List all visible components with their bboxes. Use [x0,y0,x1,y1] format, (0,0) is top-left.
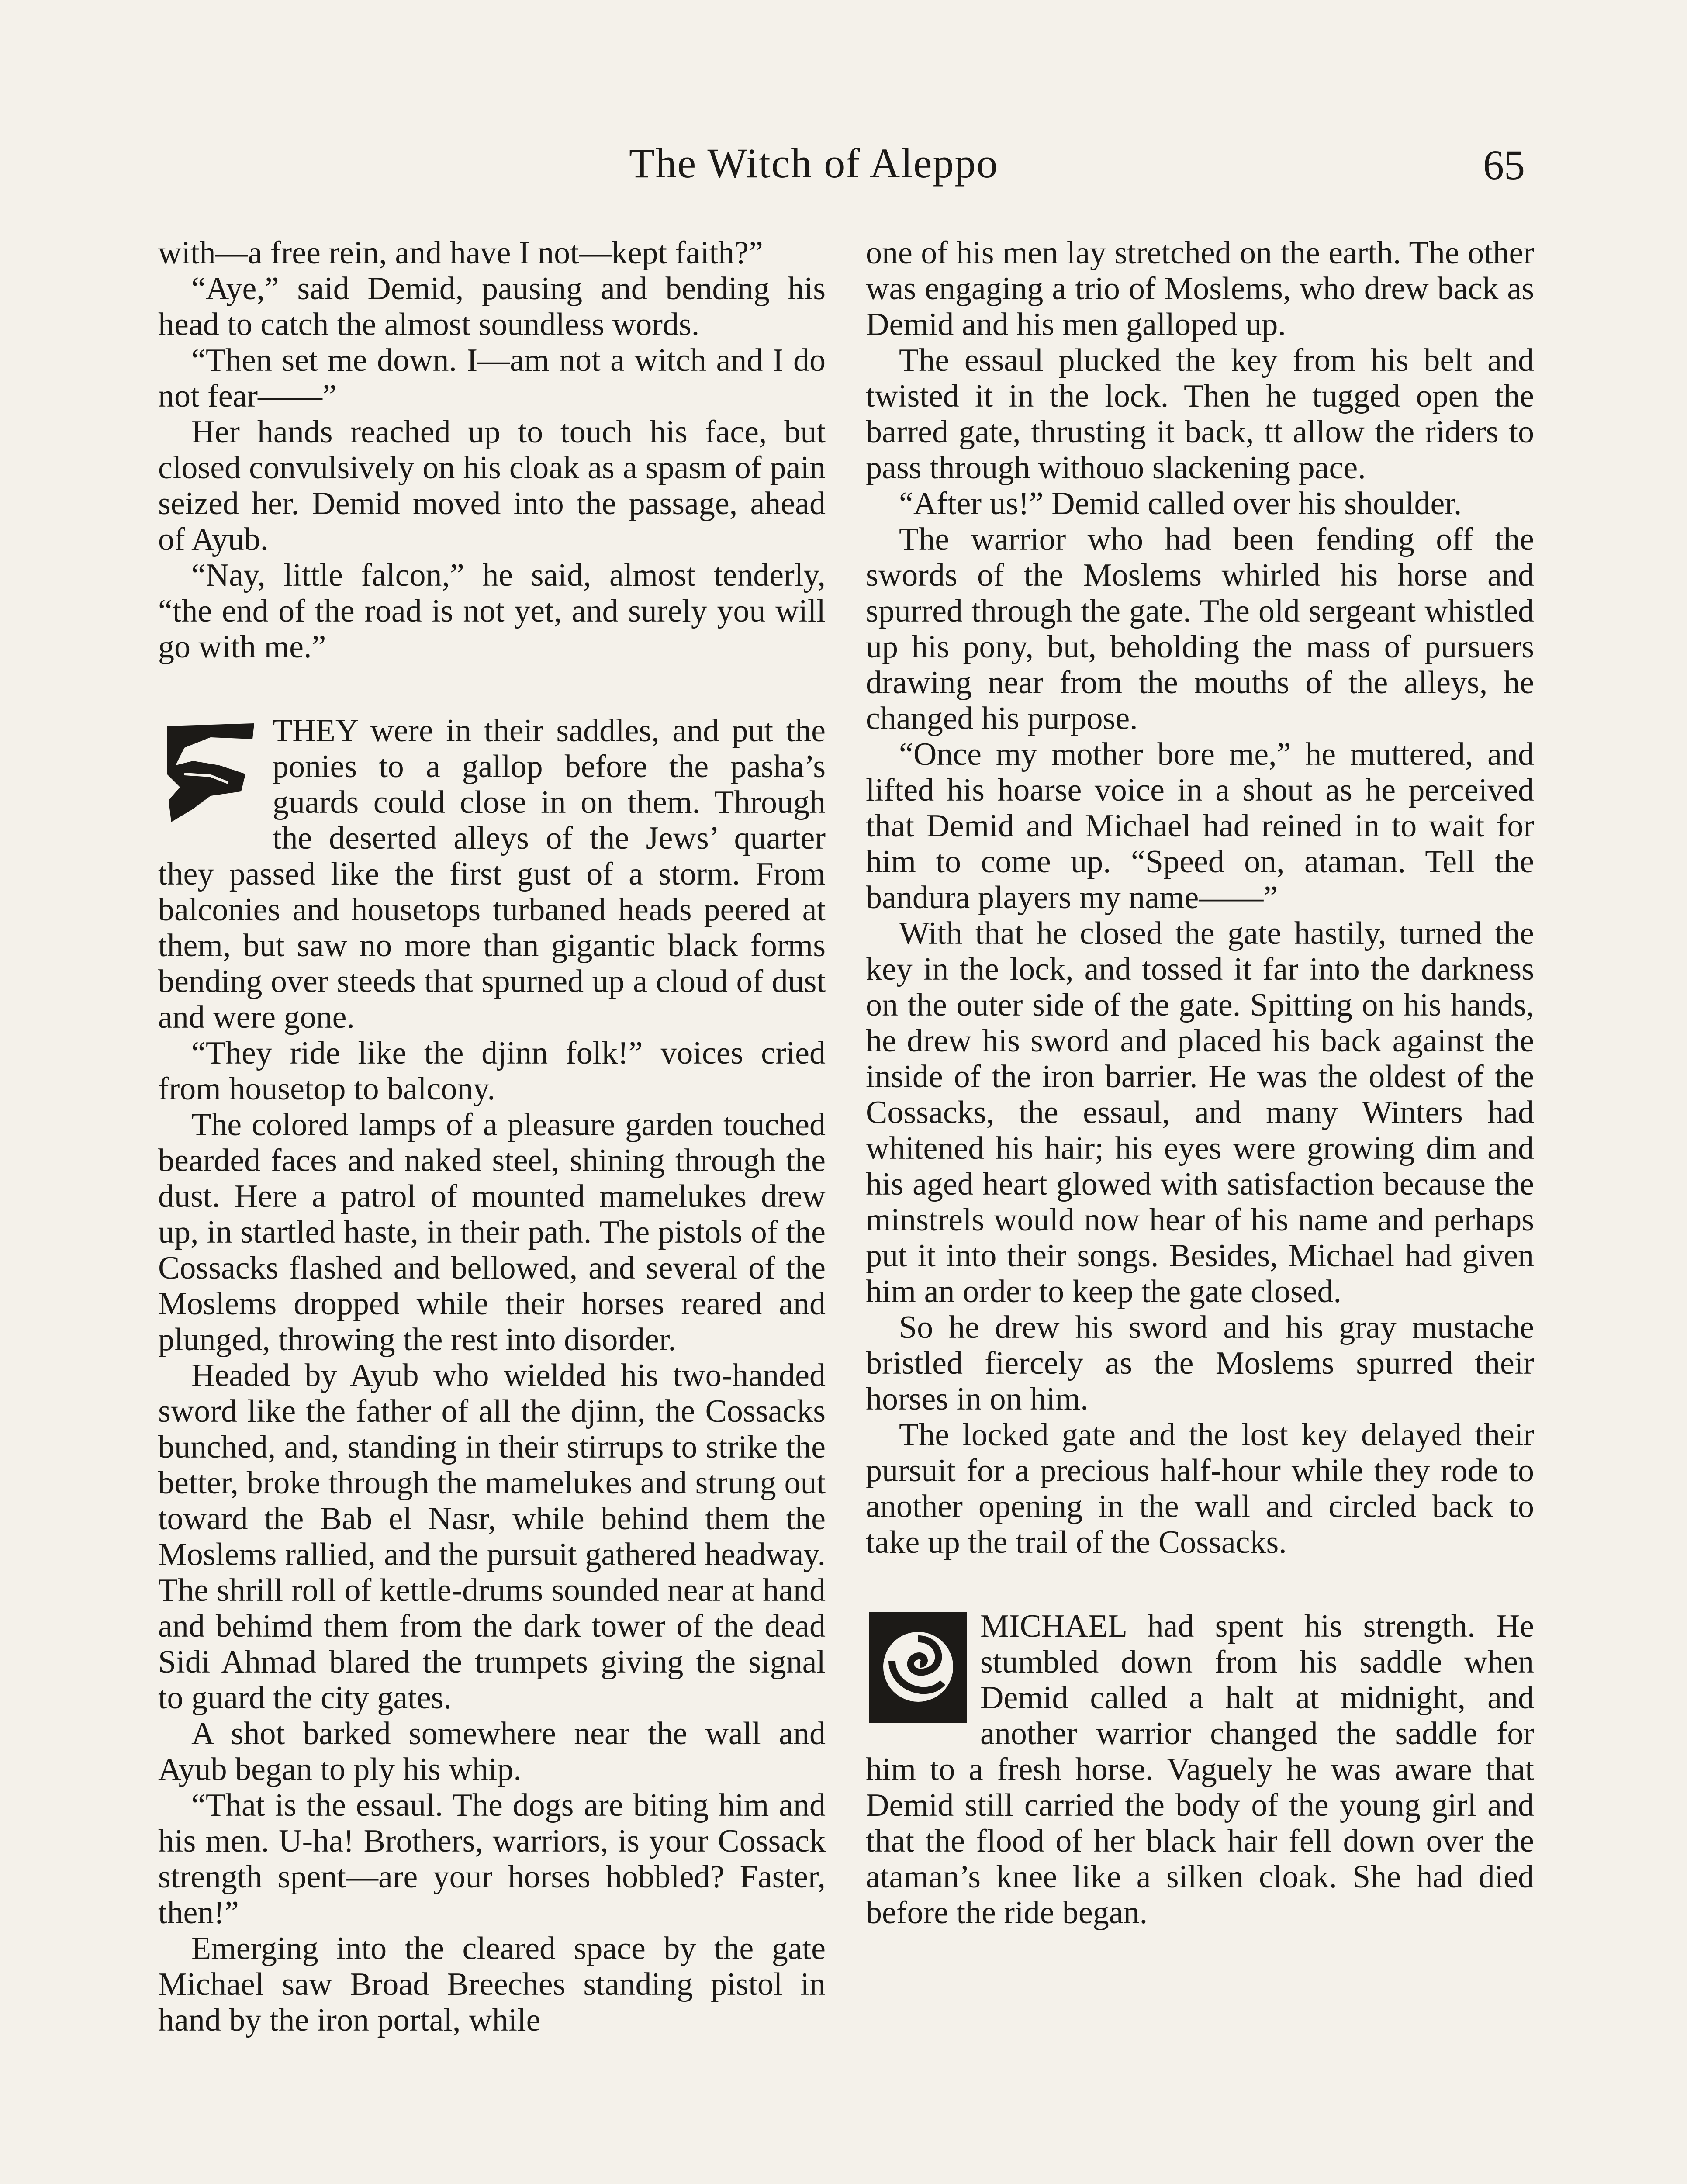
paragraph: Emerging into the cleared space by the gate Michael saw Broad Breeches standing pistol in hand by the iron portal, while [158,1931,826,2038]
paragraph: The essaul plucked the key from his belt and twisted it in the lock. Then he tugged open the barred gate, thrusting it back, tt allow the riders to pass through withouo slackening pace. [866,342,1534,486]
paragraph: “Once my mother bore me,” he muttered, and lifted his hoarse voice in a shout as he perceived that Demid and Michael had reined in to wait for him to come up. “Speed on, ataman. Tell the bandura players my name——” [866,736,1534,916]
left-column [158,235,826,2038]
running-title: The Witch of Aleppo [629,140,999,187]
paragraph: The colored lamps of a pleasure garden touched bearded faces and naked steel, shining through the dust. Here a patrol of mounted mamelukes drew up, in startled haste, in their path. The pistols of the Cossacks flashed and bellowed, and several of the Moslems dropped while their horses reared and plunged, throwing the rest into disorder. [158,1107,826,1358]
paragraph: one of his men lay stretched on the earth. The other was engaging a trio of Moslems, who drew back as Demid and his men galloped up. [866,235,1534,342]
paragraph: Headed by Ayub who wielded his two-handed sword like the father of all the djinn, the Cossacks bunched, and, standing in their stirrups to strike the better, broke through the mamelukes and strung out toward the Bab el Nasr, while behind them the Moslems rallied, and the pursuit gathered headway. The shrill roll of kettle-drums sounded near at hand and behimd them from the dark tower of the dead Sidi Ahmad blared the trumpets giving the signal to guard the city gates. [158,1358,826,1716]
paragraph: THEY were in their saddles, and put the ponies to a gallop before the pasha’s guards could close in on them. Through the deserted alleys of the Jews’ quarter they passed like the first gust of a storm. From balconies and housetops turbaned heads peered at them, but saw no more than gigantic black forms bending over steeds that spurned up a cloud of dust and were gone. [158,713,826,1035]
paragraph: Her hands reached up to touch his face, but closed convulsively on his cloak as a spasm of pain seized her. Demid moved into the passage, ahead of Ayub. [158,414,826,557]
paragraph: “Nay, little falcon,” he said, almost tenderly, “the end of the road is not yet, and surely you will go with me.” [158,557,826,665]
paragraph: MICHAEL had spent his strength. He stumbled down from his saddle when Demid called a halt at midnight, and another warrior changed the saddle for him to a fresh horse. Vaguely he was aware that Demid still carried the body of the young girl and that the flood of her black hair fell down over the ataman’s knee like a silken cloak. She had died before the ride began. [866,1608,1534,1931]
paragraph: with—a free rein, and have I not—kept faith?” [158,235,763,271]
swirl-ornament-icon [866,1608,971,1726]
paragraph: So he drew his sword and his gray mustache bristled fiercely as the Moslems spurred their horses in on him. [866,1310,1534,1417]
paragraph: “Then set me down. I—am not a witch and I do not fear——” [158,342,826,414]
page-number: 65 [1483,142,1525,188]
paragraph: “After us!” Demid called over his shoulder. [899,486,1462,522]
paragraph: The warrior who had been fending off the swords of the Moslems whirled his horse and spurred through the gate. The old sergeant whistled up his pony, but, beholding the mass of pursuers drawing near from the mouths of the alleys, he changed his purpose. [866,522,1534,736]
paragraph: “They ride like the djinn folk!” voices cried from housetop to balcony. [158,1035,826,1107]
paragraph: “Aye,” said Demid, pausing and bending his head to catch the almost soundless words. [158,271,826,342]
paragraph: The locked gate and the lost key delayed their pursuit for a precious half-hour while they rode to another opening in the wall and circled back to take up the trail of the Cossacks. [866,1417,1534,1560]
paragraph: A shot barked somewhere near the wall and Ayub began to ply his whip. [158,1716,826,1787]
paragraph: “That is the essaul. The dogs are biting him and his men. U-ha! Brothers, warriors, is your Cossack strength spent—are your horses hobbled? Faster, then!” [158,1787,826,1931]
right-column [866,235,1534,1931]
paragraph: With that he closed the gate hastily, turned the key in the lock, and tossed it far into the darkness on the outer side of the gate. Spitting on his hands, he drew his sword and placed his back against the inside of the iron barrier. He was the oldest of the Cossacks, the essaul, and many Winters had whitened his hair; his eyes were growing dim and his aged heart glowed with satisfaction because the minstrels would now hear of his name and perhaps put it into their songs. Besides, Michael had given him an order to keep the gate closed. [866,916,1534,1310]
dragon-head-ornament-icon [158,713,263,831]
